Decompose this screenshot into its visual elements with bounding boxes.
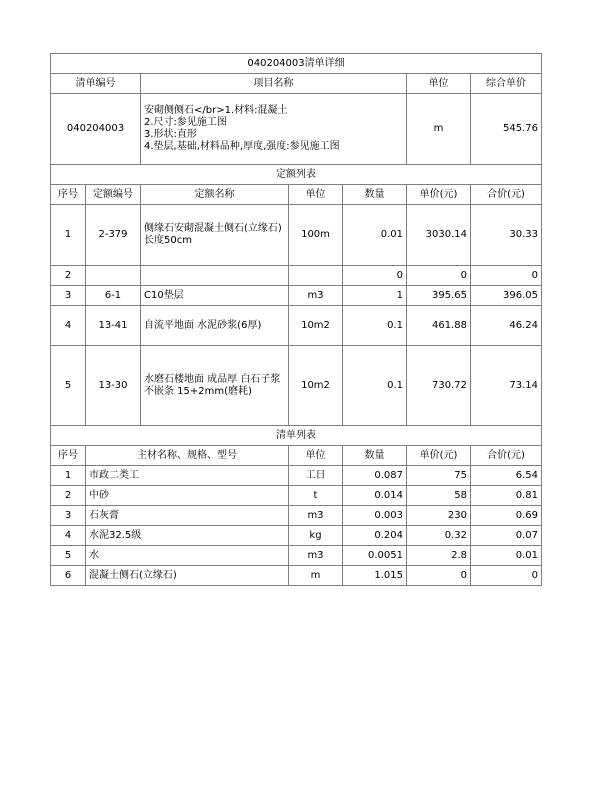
quota-unit: m3 bbox=[289, 286, 343, 306]
material-seq: 5 bbox=[51, 546, 86, 566]
quota-code bbox=[86, 266, 141, 286]
quota-total: 30.33 bbox=[471, 205, 542, 266]
title-row bbox=[51, 54, 542, 74]
quota-unit-price: 730.72 bbox=[407, 346, 471, 426]
material-row bbox=[51, 526, 542, 546]
material-unit: m bbox=[289, 566, 343, 586]
material-name: 水 bbox=[86, 546, 289, 566]
material-unit: m3 bbox=[289, 506, 343, 526]
item-description-line: 安砌侧侧石</br>1.材料:混凝土 bbox=[144, 105, 288, 116]
item-description-line: 3.形状:直形 bbox=[144, 129, 197, 140]
material-qty: 0.204 bbox=[343, 526, 407, 546]
quota-code: 13-41 bbox=[86, 306, 141, 346]
table-title: 040204003清单详细 bbox=[51, 54, 542, 74]
item-code-header: 清单编号 bbox=[51, 74, 141, 94]
material-unit-price: 0 bbox=[407, 566, 471, 586]
quota-unit bbox=[289, 266, 343, 286]
item-price-header: 综合单价 bbox=[471, 74, 542, 94]
material-total: 0 bbox=[471, 566, 542, 586]
material-row bbox=[51, 466, 542, 486]
quota-qty: 0.1 bbox=[343, 346, 407, 426]
quota-total-header: 合价(元) bbox=[471, 185, 542, 205]
quota-qty: 1 bbox=[343, 286, 407, 306]
material-unit-price: 2.8 bbox=[407, 546, 471, 566]
material-seq: 3 bbox=[51, 506, 86, 526]
quota-code: 2-379 bbox=[86, 205, 141, 266]
quota-name: C10垫层 bbox=[141, 286, 289, 306]
quota-total: 396.05 bbox=[471, 286, 542, 306]
quota-total: 0 bbox=[471, 266, 542, 286]
item-row bbox=[51, 94, 542, 165]
quota-row bbox=[51, 346, 542, 426]
bill-detail-table bbox=[50, 53, 542, 586]
item-code: 040204003 bbox=[51, 94, 141, 165]
material-total: 0.01 bbox=[471, 546, 542, 566]
material-seq: 4 bbox=[51, 526, 86, 546]
quota-header-row bbox=[51, 185, 542, 205]
quota-unit-price: 0 bbox=[407, 266, 471, 286]
material-unit: t bbox=[289, 486, 343, 506]
material-total: 0.07 bbox=[471, 526, 542, 546]
material-row bbox=[51, 546, 542, 566]
material-name: 水泥32.5级 bbox=[86, 526, 289, 546]
quota-unit-price: 395.65 bbox=[407, 286, 471, 306]
quota-unit: 10m2 bbox=[289, 306, 343, 346]
material-qty: 0.0051 bbox=[343, 546, 407, 566]
quota-seq: 2 bbox=[51, 266, 86, 286]
quota-code-header: 定额编号 bbox=[86, 185, 141, 205]
quota-row bbox=[51, 266, 542, 286]
quota-code: 13-30 bbox=[86, 346, 141, 426]
quota-unit: 10m2 bbox=[289, 346, 343, 426]
quota-name: 自流平地面 水泥砂浆(6厚) bbox=[141, 306, 289, 346]
quota-seq-header: 序号 bbox=[51, 185, 86, 205]
quota-seq: 3 bbox=[51, 286, 86, 306]
material-name: 中砂 bbox=[86, 486, 289, 506]
quota-row bbox=[51, 306, 542, 346]
material-seq: 1 bbox=[51, 466, 86, 486]
material-total-header: 合价(元) bbox=[471, 446, 542, 466]
material-unit-price: 0.32 bbox=[407, 526, 471, 546]
material-qty: 0.003 bbox=[343, 506, 407, 526]
material-row bbox=[51, 486, 542, 506]
quota-code: 6-1 bbox=[86, 286, 141, 306]
item-description-line: 4.垫层,基础,材料品种,厚度,强度:参见施工图 bbox=[144, 141, 340, 152]
quota-name: 水磨石楼地面 成品厚 白石子浆不嵌条 15+2mm(磨耗) bbox=[141, 346, 289, 426]
quota-unit-header: 单位 bbox=[289, 185, 343, 205]
material-section-title: 清单列表 bbox=[51, 426, 542, 446]
material-unit-price: 230 bbox=[407, 506, 471, 526]
quota-unit-price: 461.88 bbox=[407, 306, 471, 346]
quota-total: 46.24 bbox=[471, 306, 542, 346]
quota-name bbox=[141, 266, 289, 286]
material-name: 石灰膏 bbox=[86, 506, 289, 526]
material-unit-price: 75 bbox=[407, 466, 471, 486]
material-seq: 2 bbox=[51, 486, 86, 506]
material-qty: 0.014 bbox=[343, 486, 407, 506]
material-name: 市政二类工 bbox=[86, 466, 289, 486]
quota-unit: 100m bbox=[289, 205, 343, 266]
item-unit-header: 单位 bbox=[407, 74, 471, 94]
material-section-row bbox=[51, 426, 542, 446]
material-name: 混凝土侧石(立缘石) bbox=[86, 566, 289, 586]
quota-qty: 0.1 bbox=[343, 306, 407, 346]
quota-row bbox=[51, 205, 542, 266]
quota-seq: 4 bbox=[51, 306, 86, 346]
material-row bbox=[51, 506, 542, 526]
material-unit: kg bbox=[289, 526, 343, 546]
quota-section-title: 定额列表 bbox=[51, 165, 542, 185]
material-qty: 0.087 bbox=[343, 466, 407, 486]
quota-row bbox=[51, 286, 542, 306]
quota-qty-header: 数量 bbox=[343, 185, 407, 205]
item-header-row bbox=[51, 74, 542, 94]
material-seq: 6 bbox=[51, 566, 86, 586]
material-unit-header: 单位 bbox=[289, 446, 343, 466]
item-price: 545.76 bbox=[471, 94, 542, 165]
material-seq-header: 序号 bbox=[51, 446, 86, 466]
material-qty-header: 数量 bbox=[343, 446, 407, 466]
item-description-line: 2.尺寸:参见施工图 bbox=[144, 117, 227, 128]
quota-unit-price: 3030.14 bbox=[407, 205, 471, 266]
quota-name-header: 定额名称 bbox=[141, 185, 289, 205]
material-header-row bbox=[51, 446, 542, 466]
item-name-header: 项目名称 bbox=[141, 74, 407, 94]
item-description bbox=[141, 94, 407, 165]
quota-seq: 1 bbox=[51, 205, 86, 266]
material-total: 0.81 bbox=[471, 486, 542, 506]
material-name-header: 主材名称、规格、型号 bbox=[86, 446, 289, 466]
material-qty: 1.015 bbox=[343, 566, 407, 586]
material-total: 0.69 bbox=[471, 506, 542, 526]
quota-qty: 0 bbox=[343, 266, 407, 286]
quota-total: 73.14 bbox=[471, 346, 542, 426]
quota-qty: 0.01 bbox=[343, 205, 407, 266]
item-unit: m bbox=[407, 94, 471, 165]
material-total: 6.54 bbox=[471, 466, 542, 486]
material-unit-price: 58 bbox=[407, 486, 471, 506]
material-unit: 工日 bbox=[289, 466, 343, 486]
material-unit: m3 bbox=[289, 546, 343, 566]
material-row bbox=[51, 566, 542, 586]
quota-name: 侧缘石安砌混凝土侧石(立缘石) 长度50cm bbox=[141, 205, 289, 266]
material-unit-price-header: 单价(元) bbox=[407, 446, 471, 466]
quota-seq: 5 bbox=[51, 346, 86, 426]
quota-unit-price-header: 单价(元) bbox=[407, 185, 471, 205]
quota-section-row bbox=[51, 165, 542, 185]
